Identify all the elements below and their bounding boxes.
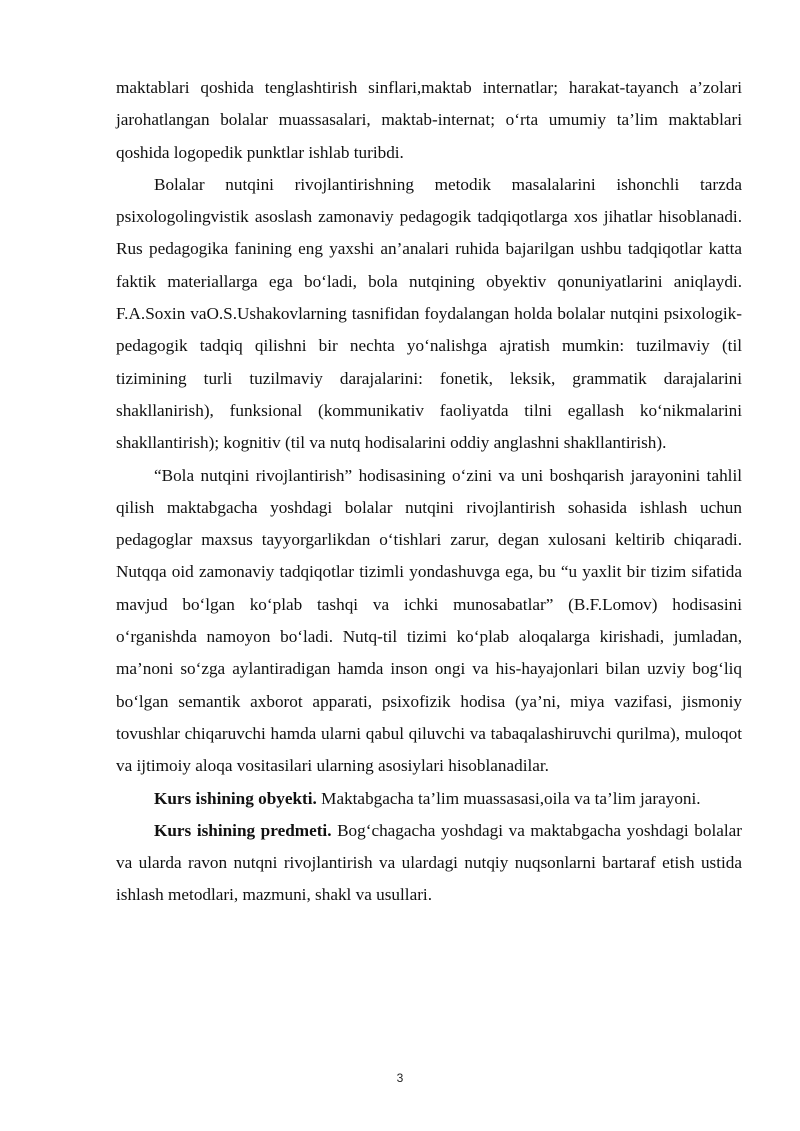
- paragraph-speech-development: “Bola nutqini rivojlantirish” hodisasining o‘zini va uni boshqarish jarayonini tahlil qilish maktabgacha yoshdagi bolalar nutqini rivojlantirish sohasida ishlash uchun pedagoglar maxsus tayyorgarlikdan o‘tishlari zarur, degan xulosani keltirib chiqaradi. Nutqqa oid zamonaviy tadqiqotlar tizimli yondashuvga ega, bu “u yaxlit bir tizim sifatida mavjud bo‘lgan ko‘plab tashqi va ichki munosabatlar” (B.F.Lomov) hodisasini o‘rganishda namoyon bo‘ladi. Nutq-til tizimi ko‘plab aloqalarga kirishadi, jumladan, ma’noni so‘zga aylantiradigan hamda inson ongi va his-hayajonlari bilan uzviy bog‘liq bo‘lgan semantik axborot apparati, psixofizik hodisa (ya’ni, miya vazifasi, jismoniy tovushlar chiqaruvchi hamda ularni qabul qiluvchi va tabaqalashiruvchi qurilma), muloqot va ijtimoiy aloqa vositasilari ularning asosiylari hisoblanadilar.: [116, 465, 742, 776]
- paragraph-continuation: maktablari qoshida tenglashtirish sinflari,maktab internatlar; harakat-tayanch a’zolari jarohatlangan bolalar muassasalari, maktab-internat; o‘rta umumiy ta’lim maktablari qoshida logopedik punktlar ishlab turibdi.: [116, 78, 742, 162]
- paragraph-course-object: [116, 783, 742, 815]
- paragraph-methodology: Bolalar nutqini rivojlantirishning metodik masalalarini ishonchli tarzda psixologolingvistik asoslash zamonaviy pedagogik tadqiqotlarga xos jihatlar hisoblanadi. Rus pedagogika fanining eng yaxshi an’analari ruhida bajarilgan ushbu tadqiqotlar katta faktik materiallarga ega bo‘ladi, bola nutqining obyektiv qonuniyatlarini aniqlaydi. F.A.Soxin vaO.S.Ushakovlarning tasnifidan foydalangan holda bolalar nutqini psixologik-pedagogik tadqiq qilishni bir nechta yo‘nalishga ajratish mumkin: tuzilmaviy (til tizimining turli tuzilmaviy darajalarini: fonetik, leksik, grammatik darajalarini shakllanirish), funksional (kommunikativ faoliyatda tilni egallash ko‘nikmalarini shakllantirish); kognitiv (til va nutq hodisalarini oddiy anglashni shakllantirish).: [116, 174, 742, 453]
- course-object-text: Maktabgacha ta’lim muassasasi,oila va ta’lim jarayoni.: [316, 788, 701, 808]
- course-subject-label: Kurs ishining predmeti.: [154, 820, 332, 840]
- course-object-label: Kurs ishining obyekti.: [154, 788, 317, 808]
- course-subject-text: Bog‘chagacha yoshdagi va maktabgacha yoshdagi bolalar va ularda ravon nutqni rivojlantirish va ulardagi nutqiy nuqsonlarni bartaraf etish ustida ishlash metodlari, mazmuni, shakl va usullari.: [116, 820, 742, 905]
- paragraph-course-subject: [116, 815, 742, 912]
- body-text: [116, 72, 742, 912]
- page-number: 3: [396, 1071, 404, 1085]
